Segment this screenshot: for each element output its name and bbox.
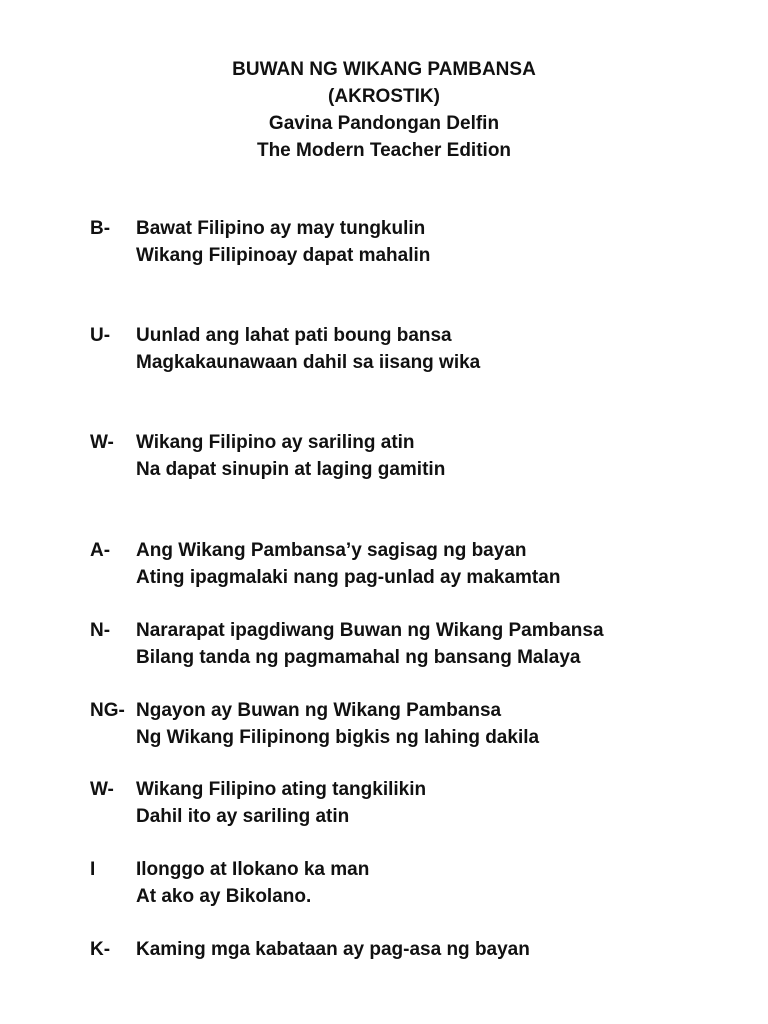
stanza-line: Kaming mga kabataan ay pag-asa ng bayan <box>136 939 530 960</box>
stanza-w-2 <box>90 776 740 830</box>
stanza-b <box>90 215 740 269</box>
stanza-line: Bilang tanda ng pagmamahal ng bansang Malaya <box>136 647 581 668</box>
stanza-letter: I <box>90 859 96 880</box>
edition-label: The Modern Teacher Edition <box>256 140 512 161</box>
stanza-w <box>90 429 740 483</box>
stanza-line: Ilonggo at Ilokano ka man <box>136 859 370 880</box>
stanza-letter: NG- <box>90 700 125 721</box>
stanza-line: Wikang Filipino ay sariling atin <box>136 432 415 453</box>
stanza-letter: U- <box>90 325 111 346</box>
stanza-line: Wikang Filipinoay dapat mahalin <box>136 245 431 266</box>
author-name: Gavina Pandongan Delfin <box>268 113 500 134</box>
stanza-line: Ang Wikang Pambansa’y sagisag ng bayan <box>136 540 527 561</box>
stanza-line: Uunlad ang lahat pati boung bansa <box>136 325 452 346</box>
stanza-u <box>90 322 740 376</box>
stanza-n <box>90 617 740 671</box>
stanza-letter: N- <box>90 620 111 641</box>
stanza-ng <box>90 697 740 751</box>
document-header <box>0 56 768 164</box>
stanza-letter: B- <box>90 218 111 239</box>
stanza-line: Ating ipagmalaki nang pag-unlad ay makamtan <box>136 567 561 588</box>
stanza-line: Dahil ito ay sariling atin <box>136 806 350 827</box>
stanza-line: Ng Wikang Filipinong bigkis ng lahing dakila <box>136 727 540 748</box>
stanza-letter: W- <box>90 432 114 453</box>
document-subtitle: (AKROSTIK) <box>328 86 440 107</box>
stanza-a <box>90 537 740 591</box>
stanza-letter: A- <box>90 540 111 561</box>
stanza-line: At ako ay Bikolano. <box>136 886 312 907</box>
stanza-letter: W- <box>90 779 114 800</box>
stanza-letter: K- <box>90 939 111 960</box>
stanza-line: Bawat Filipino ay may tungkulin <box>136 218 426 239</box>
stanza-line: Magkakaunawaan dahil sa iisang wika <box>136 352 481 373</box>
document-title: BUWAN NG WIKANG PAMBANSA <box>232 59 536 80</box>
stanza-line: Na dapat sinupin at laging gamitin <box>136 459 446 480</box>
stanza-line: Ngayon ay Buwan ng Wikang Pambansa <box>136 700 502 721</box>
stanza-line: Nararapat ipagdiwang Buwan ng Wikang Pambansa <box>136 620 604 641</box>
stanza-k <box>90 936 740 963</box>
stanza-i <box>90 856 740 910</box>
stanza-line: Wikang Filipino ating tangkilikin <box>136 779 427 800</box>
